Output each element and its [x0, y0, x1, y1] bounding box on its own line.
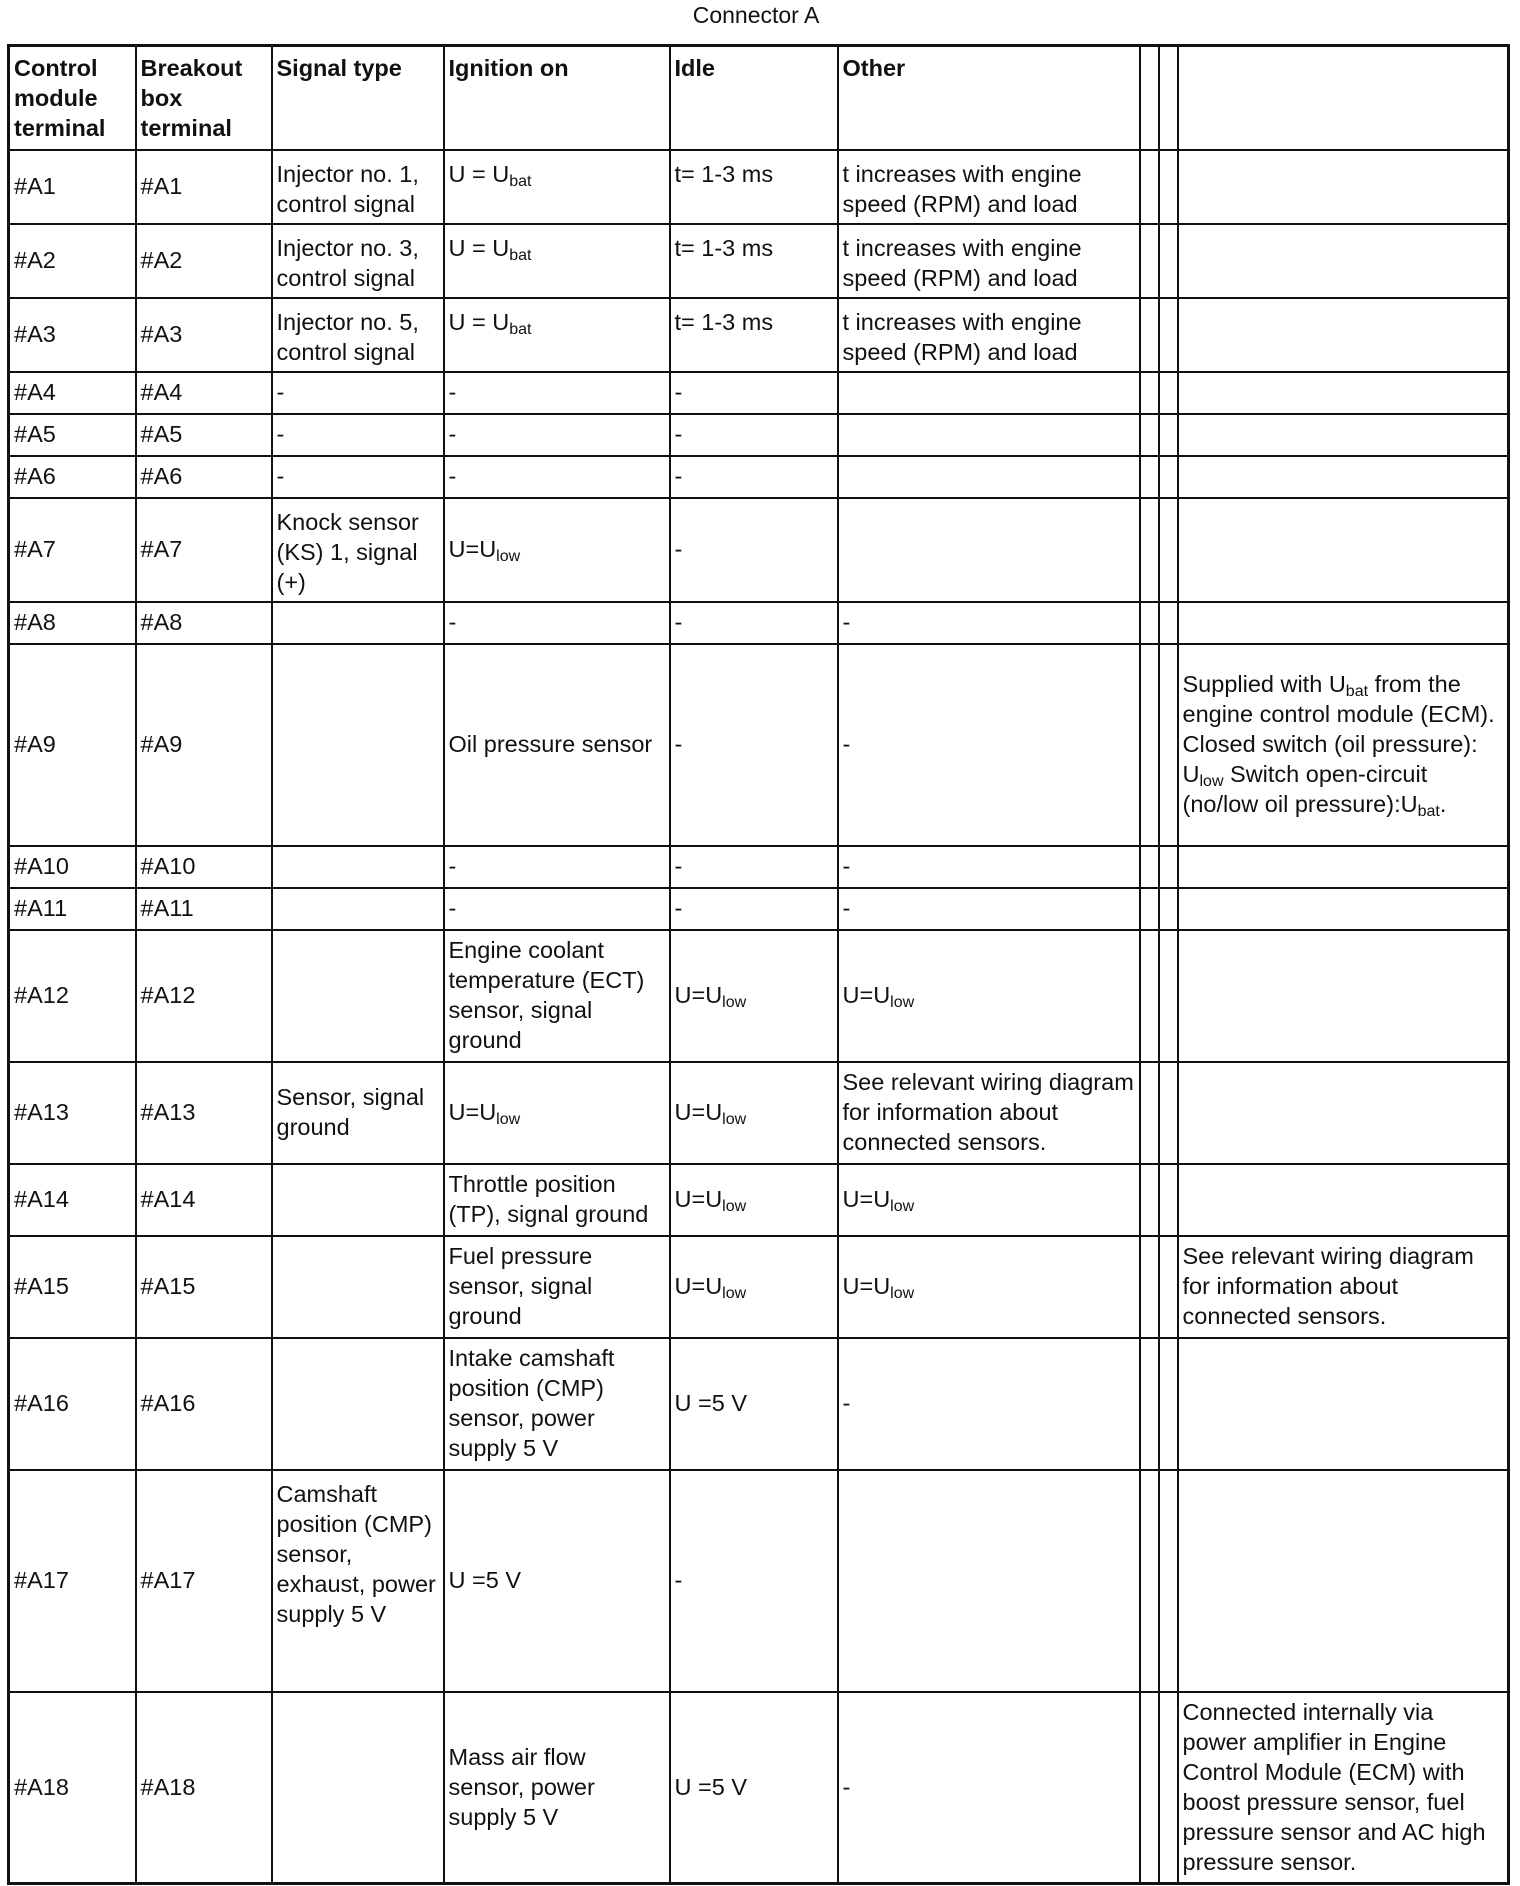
cell-spacer-2	[1159, 644, 1178, 846]
cell-spacer-2	[1159, 456, 1178, 498]
cell-note	[1178, 1470, 1509, 1692]
cell-spacer-2	[1159, 888, 1178, 930]
table-row	[9, 498, 1509, 602]
cell-note	[1178, 602, 1509, 644]
cell-other	[838, 414, 1140, 456]
table-row	[9, 150, 1509, 224]
cell-ign: Oil pressure sensor	[444, 644, 670, 846]
cell-signal	[272, 1338, 444, 1470]
cell-cm: #A5	[9, 414, 136, 456]
cell-cm: #A14	[9, 1164, 136, 1236]
table-row	[9, 644, 1509, 846]
cell-cm: #A6	[9, 456, 136, 498]
cell-cm: #A7	[9, 498, 136, 602]
cell-bb: #A10	[136, 846, 272, 888]
cell-note	[1178, 1062, 1509, 1164]
cell-other: t increases with engine speed (RPM) and load	[838, 224, 1140, 298]
cell-ign: Intake camshaft position (CMP) sensor, power supply 5 V	[444, 1338, 670, 1470]
cell-ign: $U=U_{low}$	[444, 498, 670, 602]
cell-spacer-2	[1159, 150, 1178, 224]
cell-signal: Knock sensor (KS) 1, signal (+)	[272, 498, 444, 602]
cell-note: See relevant wiring diagram for information about connected sensors.	[1178, 1236, 1509, 1338]
cell-note: Connected internally via power amplifier in Engine Control Module (ECM) with boost pressure sensor, fuel pressure sensor and AC high pressure sensor.	[1178, 1692, 1509, 1884]
connector-caption: Connector A	[692, 2, 820, 28]
cell-spacer-2	[1159, 1236, 1178, 1338]
cell-note	[1178, 1164, 1509, 1236]
header-other: Other	[838, 46, 1140, 150]
cell-spacer-1	[1140, 414, 1159, 456]
cell-spacer-1	[1140, 1338, 1159, 1470]
cell-signal: -	[272, 372, 444, 414]
cell-idle: -	[670, 888, 838, 930]
cell-note	[1178, 846, 1509, 888]
cell-ign: $U = U_{bat}$	[444, 224, 670, 298]
cell-ign: $U = U_{bat}$	[444, 150, 670, 224]
cell-spacer-2	[1159, 930, 1178, 1062]
cell-idle: -	[670, 602, 838, 644]
cell-spacer-1	[1140, 150, 1159, 224]
cell-bb: #A11	[136, 888, 272, 930]
cell-spacer-1	[1140, 930, 1159, 1062]
cell-idle: -	[670, 456, 838, 498]
cell-spacer-2	[1159, 602, 1178, 644]
table-row	[9, 888, 1509, 930]
table-body	[9, 150, 1509, 1884]
header-ignition-on: Ignition on	[444, 46, 670, 150]
table-row	[9, 1338, 1509, 1470]
cell-bb: #A18	[136, 1692, 272, 1884]
cell-cm: #A8	[9, 602, 136, 644]
cell-other	[838, 456, 1140, 498]
cell-signal: -	[272, 414, 444, 456]
cell-bb: #A2	[136, 224, 272, 298]
cell-spacer-1	[1140, 644, 1159, 846]
table-row	[9, 1236, 1509, 1338]
cell-ign: $U=U_{low}$	[444, 1062, 670, 1164]
cell-spacer-2	[1159, 298, 1178, 372]
cell-signal: Injector no. 1, control signal	[272, 150, 444, 224]
header-breakout-box-terminal: Breakout box terminal	[136, 46, 272, 150]
table-row	[9, 1062, 1509, 1164]
cell-cm: #A13	[9, 1062, 136, 1164]
cell-spacer-2	[1159, 372, 1178, 414]
cell-note	[1178, 224, 1509, 298]
cell-idle: -	[670, 1470, 838, 1692]
cell-idle: $U=U_{low}$	[670, 1236, 838, 1338]
cell-cm: #A4	[9, 372, 136, 414]
cell-cm: #A10	[9, 846, 136, 888]
cell-idle: -	[670, 644, 838, 846]
cell-idle: -	[670, 414, 838, 456]
cell-bb: #A8	[136, 602, 272, 644]
cell-idle: U =5 V	[670, 1338, 838, 1470]
cell-note	[1178, 298, 1509, 372]
cell-spacer-1	[1140, 224, 1159, 298]
cell-signal	[272, 1236, 444, 1338]
cell-spacer-1	[1140, 1062, 1159, 1164]
cell-spacer-1	[1140, 298, 1159, 372]
cell-other	[838, 498, 1140, 602]
cell-note	[1178, 456, 1509, 498]
header-spacer-2	[1159, 46, 1178, 150]
cell-bb: #A12	[136, 930, 272, 1062]
cell-note	[1178, 414, 1509, 456]
cell-bb: #A13	[136, 1062, 272, 1164]
cell-other: See relevant wiring diagram for information about connected sensors.	[838, 1062, 1140, 1164]
cell-cm: #A3	[9, 298, 136, 372]
header-control-module-terminal: Control module terminal	[9, 46, 136, 150]
cell-spacer-1	[1140, 372, 1159, 414]
table-row	[9, 846, 1509, 888]
cell-signal: Injector no. 3, control signal	[272, 224, 444, 298]
cell-bb: #A1	[136, 150, 272, 224]
cell-signal: -	[272, 456, 444, 498]
cell-signal	[272, 644, 444, 846]
table-row	[9, 1470, 1509, 1692]
cell-bb: #A3	[136, 298, 272, 372]
cell-other: -	[838, 602, 1140, 644]
terminal-table	[7, 44, 1510, 1885]
cell-signal: Sensor, signal ground	[272, 1062, 444, 1164]
cell-cm: #A9	[9, 644, 136, 846]
cell-signal	[272, 846, 444, 888]
table-row	[9, 298, 1509, 372]
cell-cm: #A12	[9, 930, 136, 1062]
cell-cm: #A16	[9, 1338, 136, 1470]
table-row	[9, 456, 1509, 498]
header-row	[9, 46, 1509, 150]
cell-spacer-1	[1140, 1164, 1159, 1236]
header-signal-type: Signal type	[272, 46, 444, 150]
cell-cm: #A17	[9, 1470, 136, 1692]
cell-ign: -	[444, 456, 670, 498]
cell-bb: #A4	[136, 372, 272, 414]
cell-other: -	[838, 1692, 1140, 1884]
cell-bb: #A16	[136, 1338, 272, 1470]
cell-spacer-2	[1159, 1470, 1178, 1692]
cell-signal: Camshaft position (CMP) sensor, exhaust, power supply 5 V	[272, 1470, 444, 1692]
cell-bb: #A14	[136, 1164, 272, 1236]
cell-spacer-2	[1159, 414, 1178, 456]
cell-spacer-1	[1140, 1236, 1159, 1338]
cell-bb: #A15	[136, 1236, 272, 1338]
cell-spacer-1	[1140, 1692, 1159, 1884]
table-row	[9, 602, 1509, 644]
cell-note	[1178, 1338, 1509, 1470]
cell-idle: -	[670, 846, 838, 888]
cell-idle: t= 1-3 ms	[670, 150, 838, 224]
cell-spacer-2	[1159, 1164, 1178, 1236]
cell-other: $U=U_{low}$	[838, 1164, 1140, 1236]
cell-other: $U=U_{low}$	[838, 1236, 1140, 1338]
cell-other: -	[838, 1338, 1140, 1470]
cell-signal	[272, 888, 444, 930]
cell-ign: U =5 V	[444, 1470, 670, 1692]
cell-idle: $U=U_{low}$	[670, 930, 838, 1062]
cell-cm: #A18	[9, 1692, 136, 1884]
cell-ign: -	[444, 414, 670, 456]
cell-signal	[272, 1164, 444, 1236]
cell-spacer-2	[1159, 1692, 1178, 1884]
cell-idle: t= 1-3 ms	[670, 224, 838, 298]
table-row	[9, 224, 1509, 298]
cell-ign: -	[444, 846, 670, 888]
cell-other: t increases with engine speed (RPM) and load	[838, 298, 1140, 372]
cell-bb: #A6	[136, 456, 272, 498]
cell-spacer-1	[1140, 456, 1159, 498]
cell-note: Supplied with $U_{bat}$ from the engine control module (ECM). Closed switch (oil pressure): $U_{low}$ Switch open-circuit (no/low oil $pressure):U_{bat}$.	[1178, 644, 1509, 846]
cell-idle: -	[670, 372, 838, 414]
cell-bb: #A5	[136, 414, 272, 456]
cell-cm: #A2	[9, 224, 136, 298]
header-spacer-1	[1140, 46, 1159, 150]
header-notes	[1178, 46, 1509, 150]
cell-spacer-1	[1140, 498, 1159, 602]
cell-signal	[272, 930, 444, 1062]
cell-ign: Mass air flow sensor, power supply 5 V	[444, 1692, 670, 1884]
cell-note	[1178, 498, 1509, 602]
header-idle: Idle	[670, 46, 838, 150]
cell-signal	[272, 1692, 444, 1884]
cell-spacer-1	[1140, 602, 1159, 644]
cell-idle: $U=U_{low}$	[670, 1062, 838, 1164]
cell-cm: #A11	[9, 888, 136, 930]
cell-ign: Fuel pressure sensor, signal ground	[444, 1236, 670, 1338]
cell-note	[1178, 150, 1509, 224]
cell-cm: #A1	[9, 150, 136, 224]
cell-spacer-2	[1159, 846, 1178, 888]
cell-spacer-1	[1140, 888, 1159, 930]
table-row	[9, 930, 1509, 1062]
cell-bb: #A17	[136, 1470, 272, 1692]
cell-ign: -	[444, 602, 670, 644]
cell-spacer-2	[1159, 224, 1178, 298]
table-row	[9, 1164, 1509, 1236]
cell-other	[838, 372, 1140, 414]
cell-ign: $U = U_{bat}$	[444, 298, 670, 372]
cell-spacer-2	[1159, 498, 1178, 602]
cell-spacer-1	[1140, 1470, 1159, 1692]
cell-other	[838, 1470, 1140, 1692]
cell-idle: $U=U_{low}$	[670, 1164, 838, 1236]
cell-idle: U =5 V	[670, 1692, 838, 1884]
table-row	[9, 1692, 1509, 1884]
cell-ign: Engine coolant temperature (ECT) sensor, signal ground	[444, 930, 670, 1062]
cell-signal: Injector no. 5, control signal	[272, 298, 444, 372]
cell-spacer-2	[1159, 1338, 1178, 1470]
cell-spacer-1	[1140, 846, 1159, 888]
cell-other: -	[838, 888, 1140, 930]
cell-idle: -	[670, 498, 838, 602]
cell-note	[1178, 372, 1509, 414]
cell-cm: #A15	[9, 1236, 136, 1338]
cell-bb: #A9	[136, 644, 272, 846]
table-row	[9, 414, 1509, 456]
cell-other: $U=U_{low}$	[838, 930, 1140, 1062]
table-row	[9, 372, 1509, 414]
cell-ign: -	[444, 372, 670, 414]
cell-note	[1178, 930, 1509, 1062]
cell-other: t increases with engine speed (RPM) and load	[838, 150, 1140, 224]
cell-ign: -	[444, 888, 670, 930]
cell-spacer-2	[1159, 1062, 1178, 1164]
cell-signal	[272, 602, 444, 644]
cell-note	[1178, 888, 1509, 930]
cell-other: -	[838, 846, 1140, 888]
cell-bb: #A7	[136, 498, 272, 602]
cell-idle: t= 1-3 ms	[670, 298, 838, 372]
cell-ign: Throttle position (TP), signal ground	[444, 1164, 670, 1236]
cell-other: -	[838, 644, 1140, 846]
